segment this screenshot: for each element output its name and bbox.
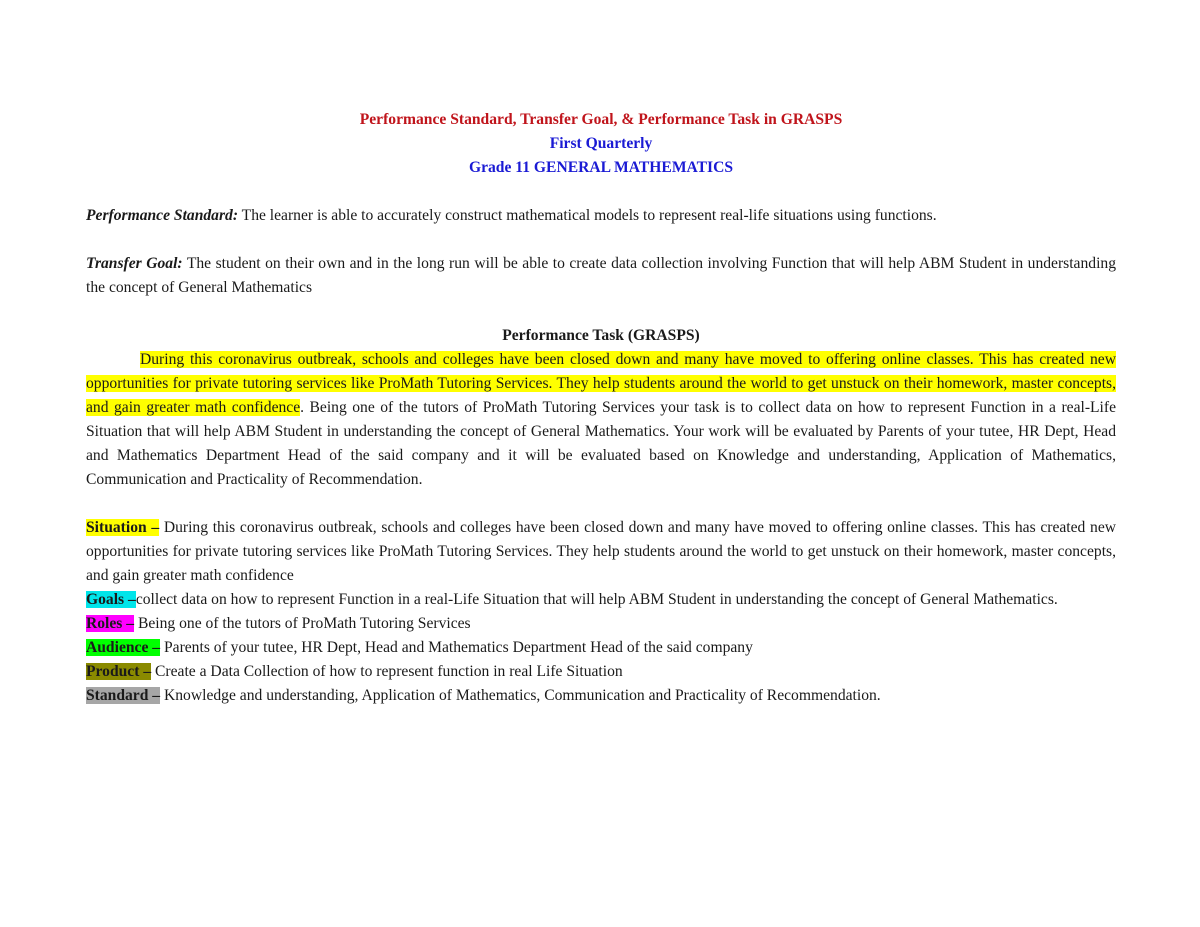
situation-text: During this coronavirus outbreak, schools and colleges have been closed down and many have moved to offering online classes. This has created new opportunities for private tutoring services like ProMath Tutoring Services. They help students around the world to get unstuck on their homework, master concepts, and gain greater math confidence [86, 519, 1117, 584]
audience-key: Audience – [86, 639, 161, 656]
grasps-goals [86, 588, 1116, 612]
standard-key: Standard – [86, 687, 161, 704]
subject-label: Grade 11 GENERAL MATHEMATICS [468, 159, 734, 176]
goals-text: collect data on how to represent Function in a real-Life Situation that will help ABM Student in understanding the concept of General Mathematics. [135, 591, 1058, 608]
grasps-audience [86, 636, 1116, 660]
grasps-list [86, 516, 1116, 708]
roles-text: Being one of the tutors of ProMath Tutoring Services [134, 615, 471, 632]
grasps-roles [86, 612, 1116, 636]
quarter-label: First Quarterly [549, 135, 653, 152]
performance-task-body [86, 348, 1116, 492]
standard-text: Knowledge and understanding, Application of Mathematics, Communication and Practicality of Recommendation. [160, 687, 881, 704]
performance-task-title: Performance Task (GRASPS) [502, 327, 700, 344]
situation-key: Situation – [86, 519, 160, 536]
performance-standard [86, 204, 1116, 228]
transfer-goal-label: Transfer Goal: [86, 255, 183, 272]
transfer-goal [86, 252, 1116, 300]
product-text: Create a Data Collection of how to represent function in real Life Situation [151, 663, 623, 680]
performance-standard-text: The learner is able to accurately construct mathematical models to represent real-life situations using functions. [238, 207, 937, 224]
roles-key: Roles – [86, 615, 135, 632]
performance-task-highlighted: During this coronavirus outbreak, schools and colleges have been closed down and many have moved to offering online classes. This has created new opportunities for private tutoring services like ProMath Tutoring Services. They help students around the world to get unstuck on their homework, master concepts, and gain greater math confidence [86, 351, 1116, 416]
product-key: Product – [86, 663, 152, 680]
performance-standard-label: Performance Standard: [86, 207, 239, 224]
transfer-goal-text: The student on their own and in the long run will be able to create data collection involving Function that will help ABM Student in understanding the concept of General Mathematics [86, 255, 1116, 296]
document-title: Performance Standard, Transfer Goal, & Performance Task in GRASPS [359, 111, 843, 128]
grasps-product [86, 660, 1116, 684]
grasps-situation [86, 516, 1116, 588]
grasps-standard [86, 684, 1116, 708]
document-header [86, 108, 1116, 180]
goals-key: Goals – [86, 591, 136, 608]
performance-task-rest: . Being one of the tutors of ProMath Tutoring Services your task is to collect data on how to represent Function in a real-Life Situation that will help ABM Student in understanding the concept of General Mathematics. Your work will be evaluated by Parents of your tutee, HR Dept, Head and Mathematics Department Head of the said company and it will be evaluated based on Knowledge and understanding, Application of Mathematics, Communication and Practicality of Recommendation. [86, 399, 1116, 488]
audience-text: Parents of your tutee, HR Dept, Head and Mathematics Department Head of the said company [160, 639, 753, 656]
